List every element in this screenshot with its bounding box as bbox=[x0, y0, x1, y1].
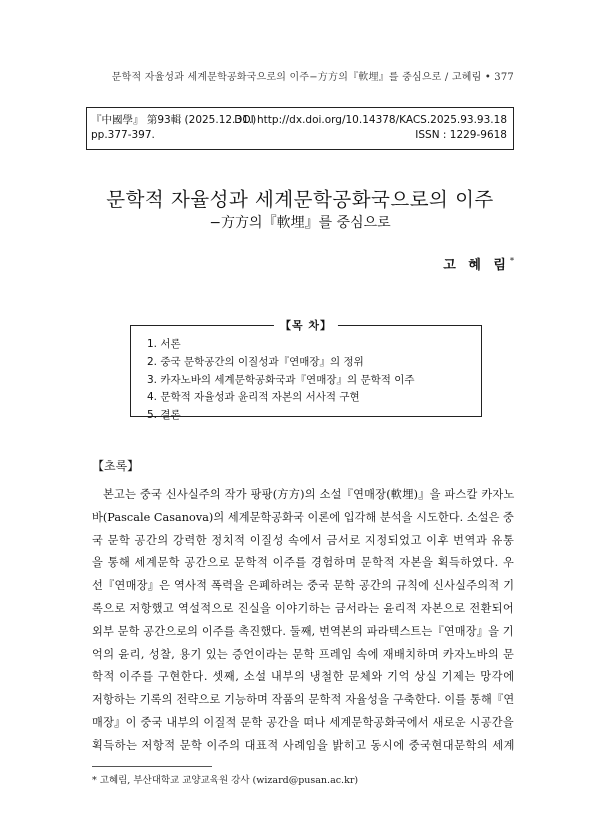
footnote: * 고혜림, 부산대학교 교양교육원 강사 (wizard@pusan.ac.kr) bbox=[92, 775, 359, 786]
abstract-line: 획득하는 저항적 문학 이주의 대표적 사례임을 밝히고 동시에 중국현대문학의 세계 bbox=[92, 738, 515, 752]
issn: ISSN : 1229-9618 bbox=[415, 129, 507, 141]
abstract-line: 학적 이주를 구현한다. 셋째, 소설 내부의 냉철한 문체와 기억 상실 기제는 망각에 bbox=[92, 670, 515, 684]
toc-item: 5. 결론 bbox=[147, 409, 181, 422]
toc-item: 4. 문학적 자율성과 윤리적 자본의 서사적 구현 bbox=[147, 391, 360, 404]
journal-citation: 『中國學』 第93輯 (2025.12.31.) bbox=[91, 114, 257, 126]
journal-info-box bbox=[86, 107, 514, 150]
paper-title: 문학적 자율성과 세계문학공화국으로의 이주 bbox=[106, 188, 494, 211]
toc-item: 3. 카자노바의 세계문학공화국과『연매장』의 문학적 이주 bbox=[147, 373, 415, 386]
abstract-line: 외부 문학 공간으로의 이주를 촉진했다. 둘째, 번역본의 파라텍스트는『연매장』을 기 bbox=[92, 624, 514, 638]
abstract-line: 바(Pascale Casanova)의 세계문학공화국 이론에 입각해 분석을 시도한다. 소설은 중 bbox=[92, 510, 514, 524]
abstract-line: 을 통해 세계문학 공간으로 문학적 이주를 경험하며 문학적 자본을 획득하였다. 우 bbox=[92, 556, 515, 570]
paper-subtitle: −方方의『軟埋』를 중심으로 bbox=[209, 215, 391, 231]
toc-list bbox=[147, 336, 415, 425]
table-of-contents bbox=[130, 319, 482, 422]
toc-item: 1. 서론 bbox=[147, 338, 181, 350]
abstract-line: 선『연매장』은 역사적 폭력을 은폐하려는 중국 문학 공간의 규칙에 신사실주의적 기 bbox=[92, 579, 515, 593]
abstract-line: 매장』이 중국 내부의 이질적 문학 공간을 떠나 세계문학공화국에서 새로운 시공간을 bbox=[92, 715, 514, 729]
toc-heading: 【목 차】 bbox=[274, 317, 338, 333]
abstract-line: 국 문학 공간의 강력한 정치적 이질성 속에서 금서로 지정되었고 이후 번역과 유통 bbox=[92, 533, 515, 547]
abstract-body bbox=[92, 484, 514, 758]
abstract-label: 【초록】 bbox=[92, 459, 140, 473]
author-name: 고 혜 림 bbox=[443, 258, 510, 273]
abstract-line: 본고는 중국 신사실주의 작가 팡팡(方方)의 소설『연매장(軟埋)』을 파스칼 카자노 bbox=[103, 488, 515, 501]
abstract-line: 저항하는 기록의 전략으로 기능하며 작품의 문학적 자율성을 구축한다. 이를 통해『연 bbox=[92, 693, 515, 707]
abstract-line: 록으로 저항했고 역설적으로 진실을 이야기하는 금서라는 윤리적 자본으로 전환되어 bbox=[92, 601, 515, 615]
abstract-line: 억의 윤리, 성찰, 용기 있는 증언이라는 문학 프레임 속에 재배치하며 카자노바의 문 bbox=[92, 647, 515, 661]
author bbox=[443, 254, 514, 273]
footnote-divider bbox=[92, 766, 212, 767]
author-footnote-mark: * bbox=[510, 256, 514, 266]
toc-item: 2. 중국 문학공간의 이질성과『연매장』의 정위 bbox=[147, 355, 364, 368]
page-range: pp.377-397. bbox=[91, 129, 155, 141]
doi-link[interactable]: DOI http://dx.doi.org/10.14378/KACS.2025.93.93.18 bbox=[234, 114, 507, 126]
running-header: 문학적 자율성과 세계문학공화국으로의 이주−方方의『軟埋』를 중심으로 / 고혜림 • 377 bbox=[111, 72, 514, 83]
